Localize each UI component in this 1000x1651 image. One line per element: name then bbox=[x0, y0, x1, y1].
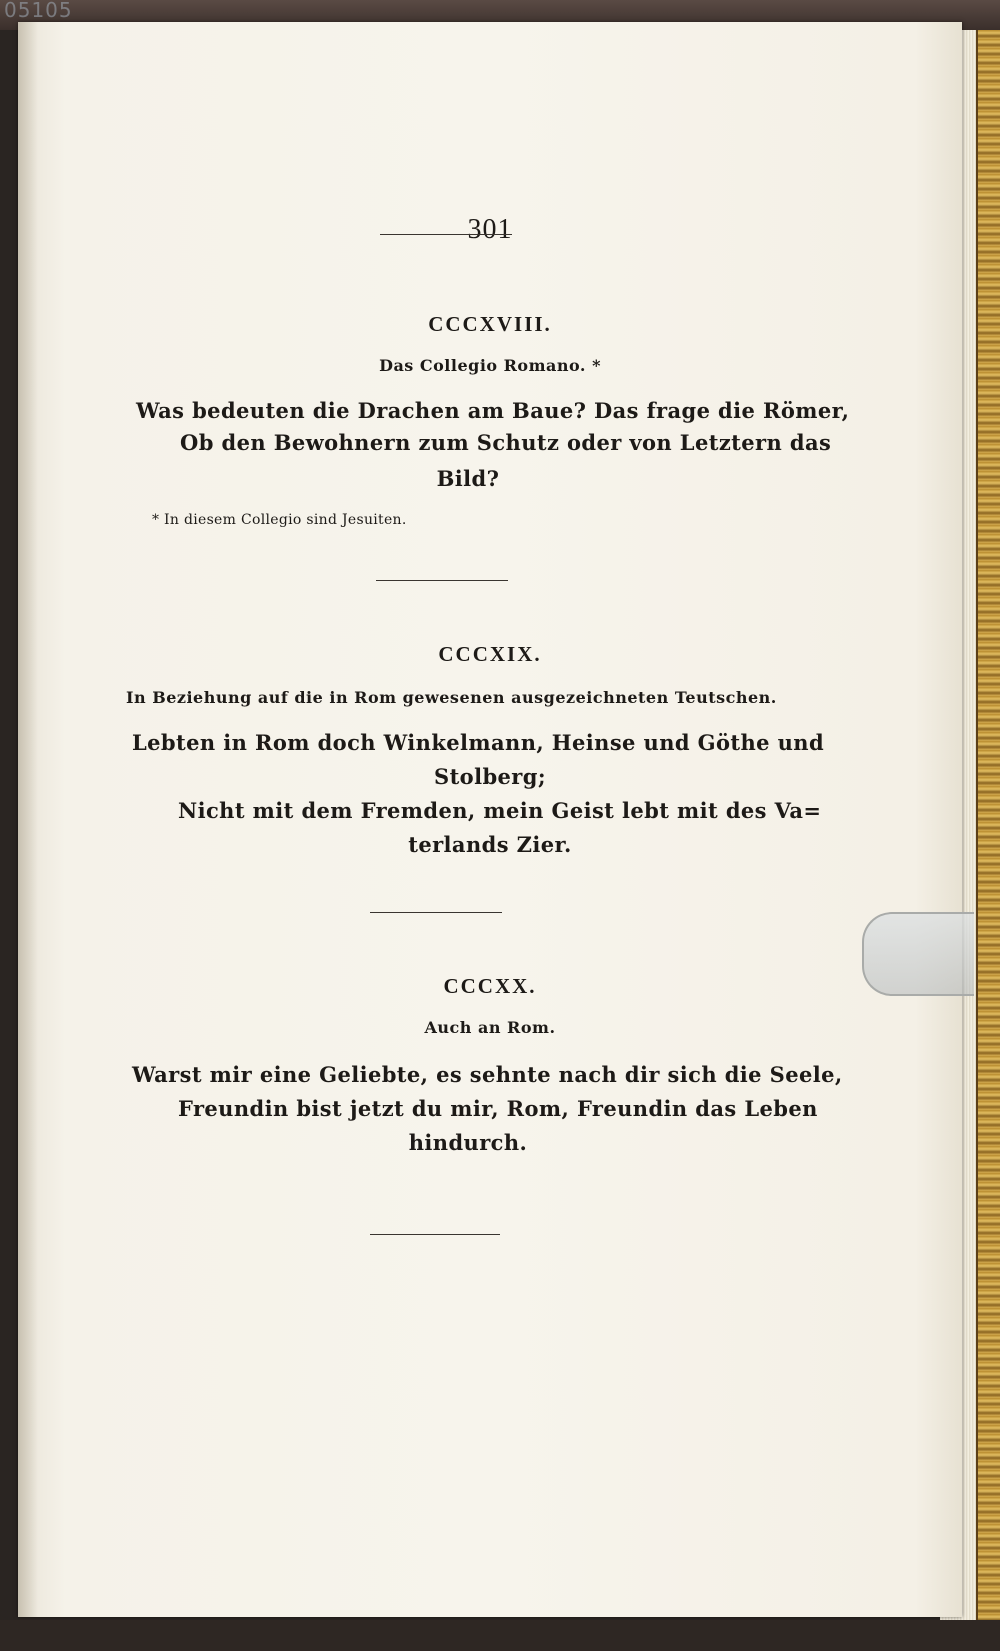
bookmark-clip bbox=[862, 912, 974, 996]
verse-line: Freundin bist jetzt du mir, Rom, Freundin das Leben bbox=[178, 1096, 818, 1121]
page-gutter bbox=[18, 22, 38, 1617]
verse-line: Warst mir eine Geliebte, es sehnte nach dir sich die Seele, bbox=[132, 1062, 843, 1087]
section-numeral: CCCXIX. bbox=[438, 642, 542, 666]
section-title: In Beziehung auf die in Rom gewesenen ausgezeichneten Teutschen. bbox=[126, 688, 777, 707]
footnote: * In diesem Collegio sind Jesuiten. bbox=[152, 512, 407, 528]
inventory-label: 05105 bbox=[4, 0, 73, 22]
gilt-edge bbox=[976, 30, 1000, 1640]
verse-line: hindurch. bbox=[408, 1130, 528, 1155]
verse-line: Bild? bbox=[436, 466, 500, 491]
verse-line: Was bedeuten die Drachen am Baue? Das frage die Römer, bbox=[136, 398, 850, 423]
section-divider bbox=[370, 1234, 500, 1235]
section-title: Das Collegio Romano. * bbox=[379, 356, 601, 375]
section-numeral: CCCXX. bbox=[443, 974, 537, 998]
verse-line: terlands Zier. bbox=[408, 832, 572, 857]
verse-line: Ob den Bewohnern zum Schutz oder von Letztern das bbox=[180, 430, 832, 455]
verse-line: Stolberg; bbox=[434, 764, 546, 789]
verse-line: Lebten in Rom doch Winkelmann, Heinse und Göthe und bbox=[132, 730, 825, 755]
book-page bbox=[18, 22, 962, 1617]
section-numeral: CCCXVIII. bbox=[428, 312, 552, 336]
book-cover-bottom bbox=[0, 1620, 1000, 1651]
section-divider bbox=[376, 580, 508, 581]
header-rule bbox=[380, 234, 512, 235]
section-divider bbox=[370, 912, 502, 913]
section-title: Auch an Rom. bbox=[424, 1018, 556, 1037]
verse-line: Nicht mit dem Fremden, mein Geist lebt mit des Va= bbox=[178, 798, 822, 823]
page-number: 301 bbox=[467, 214, 513, 245]
